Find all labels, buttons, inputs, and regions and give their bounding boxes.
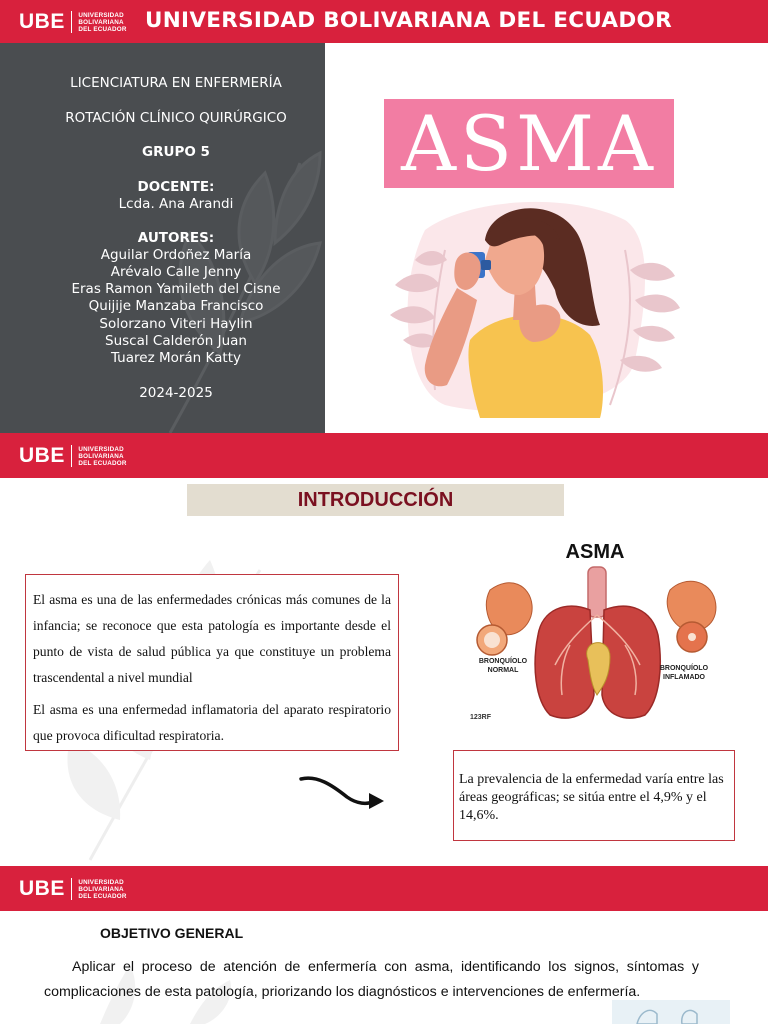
author-item: Eras Ramon Yamileth del Cisne — [71, 281, 281, 297]
author-item: Suscal Calderón Juan — [105, 333, 247, 349]
author-item: Solorzano Viteri Haylin — [99, 316, 253, 332]
intro-paragraph-1: El asma es una de las enfermedades crónicas más comunes de la infancia; se reconoce que esta patología es importante desde el punto de vista de salud pública ya que constituye un problema trascendental a nivel mundial — [33, 592, 391, 685]
label-inflamed: BRONQUÍOLO INFLAMADO — [659, 665, 709, 681]
logo-mark: UBE — [19, 10, 65, 33]
cover-rotation: ROTACIÓN CLÍNICO QUIRÚRGICO — [65, 110, 287, 126]
thumbnail-image — [612, 1000, 730, 1024]
cover-program: LICENCIATURA EN ENFERMERÍA — [70, 75, 282, 91]
author-item: Aguilar Ordoñez María — [100, 247, 252, 263]
ube-logo: UBE UNIVERSIDAD BOLIVARIANA DEL ECUADOR — [19, 444, 127, 467]
prevalence-text: La prevalencia de la enfermedad varía entre las áreas geográficas; se sitúa entre el 4,9% y el 14,6%. — [459, 772, 724, 823]
prevalence-box — [453, 750, 735, 841]
docente-label: DOCENTE: — [137, 179, 215, 195]
figure-title: ASMA — [565, 541, 625, 563]
university-title: UNIVERSIDAD BOLIVARIANA DEL ECUADOR — [145, 8, 672, 33]
lungs-bronchiole-diagram — [470, 565, 730, 730]
woman-using-inhaler-illustration — [385, 190, 705, 420]
authors-label: AUTORES: — [137, 230, 215, 246]
cover-period: 2024-2025 — [139, 385, 213, 401]
ube-logo — [19, 10, 127, 34]
intro-title: INTRODUCCIÓN — [297, 489, 454, 511]
author-item: Quijije Manzaba Francisco — [88, 298, 264, 314]
ube-logo: UBE UNIVERSIDAD BOLIVARIANA DEL ECUADOR — [19, 877, 127, 900]
author-item: Tuarez Morán Katty — [110, 350, 241, 366]
objective-text: Aplicar el proceso de atención de enfermería con asma, identificando los signos, síntomas y complicaciones de esta patología, priorizando los diagnósticos e intervenciones de enfermería. — [44, 959, 699, 1000]
label-normal: BRONQUÍOLO NORMAL — [478, 658, 528, 674]
objective-title: OBJETIVO GENERAL — [100, 925, 244, 941]
curved-arrow-icon — [297, 773, 387, 813]
cover-group: GRUPO 5 — [142, 144, 210, 160]
docente-name: Lcda. Ana Arandi — [118, 196, 234, 212]
figure-watermark: 123RF — [470, 714, 492, 721]
author-item: Arévalo Calle Jenny — [110, 264, 242, 280]
intro-paragraph-2: El asma es una enfermedad inflamatoria del aparato respiratorio que provoca dificultad respiratoria. — [33, 702, 391, 743]
intro-text-box — [25, 574, 399, 751]
logo-text: UNIVERSIDAD BOLIVARIANA DEL ECUADOR — [78, 11, 127, 33]
topic-title: ASMA — [401, 99, 657, 188]
